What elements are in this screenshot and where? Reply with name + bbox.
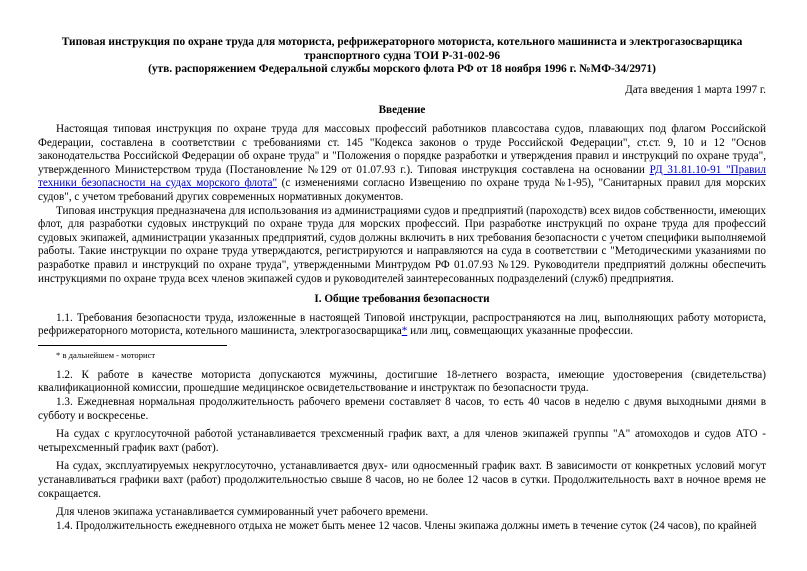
section-1-heading: I. Общие требования безопасности	[314, 293, 490, 306]
clause-1-1-text-b: или лиц, совмещающих указанные профессии.	[407, 325, 634, 338]
effective-date: Дата введения 1 марта 1997 г.	[625, 83, 766, 96]
intro-p1-text-b: (с изменениями согласно Извещению по охране труда №1-95), "Санитарных правил для морских судов", с учетом требований других современных нормативных документов.	[38, 177, 766, 203]
footnote-divider	[38, 345, 227, 346]
clause-1-3-paragraph-3: На судах, эксплуатируемых некруглосуточно, устанавливается двух- или односменный график вахт. В зависимости от конкретных условий могут устанавливаться графики вахт (работ) продолжительностью свыше 8 часов, но не более 12 часов в сутки. Продолжительность вахт в ночное время не сокращается.	[38, 460, 766, 500]
intro-paragraph-1	[38, 123, 766, 205]
clause-1-3-paragraph-2: На судах с круглосуточной работой устанавливается трехсменный график вахт, а для членов экипажей группы "А" атомоходов и судов АТО - четырехсменный график вахт (работ).	[38, 428, 766, 454]
title-line-1: Типовая инструкция по охране труда для моториста, рефрижераторного моториста, котельного машиниста и электрогазосварщика	[61, 36, 743, 48]
clause-1-1-text-a: 1.1. Требования безопасности труда, изложенные в настоящей Типовой инструкции, распространяются на лиц, выполняющих работу моториста, рефрижераторного моториста, котельного машиниста, электрогазосварщика	[38, 311, 766, 338]
clause-1-4: 1.4. Продолжительность ежедневного отдыха не может быть менее 12 часов. Члены экипажа должны иметь в течение суток (24 часов), по крайней	[56, 519, 757, 532]
clause-1-3: 1.3. Ежедневная нормальная продолжительность рабочего времени составляет 8 часов, то есть 40 часов в неделю с двумя выходными днями в субботу и воскресенье.	[38, 396, 766, 422]
clause-1-3-paragraph-4: Для членов экипажа устанавливается суммированный учет рабочего времени.	[56, 506, 429, 519]
title-line-3: (утв. распоряжением Федеральной службы морского флота РФ от 18 ноября 1996 г. №МФ-34/2971)	[148, 63, 656, 76]
clause-1-2: 1.2. К работе в качестве моториста допускаются мужчины, достигшие 18-летнего возраста, имеющие удостоверения (свидетельства) квалификационной комиссии, прошедшие медицинское освидетельствование и инструктаж по безопасности труда.	[38, 368, 766, 395]
intro-heading: Введение	[378, 104, 426, 117]
document-title	[38, 36, 766, 77]
intro-p1-text-a: Настоящая типовая инструкция по охране труда для массовых профессий работников плавсостава судов, плавающих под флагом Российской Федерации, составлена в соответствии с требованиями ст. 145 "Кодекса законов о труде Российской Федерации", ст.ст. 9, 10 и 12 "Основ законодательства Российской Федерации об охране труда" и "Положения о порядке разработки и утверждения правил и инструкций по охране труда", утвержденного Министерством труда (Постановление №129 от 01.07.93 г.). Типовая инструкция составлена на основании	[38, 122, 766, 176]
clause-1-1	[38, 312, 766, 339]
title-line-2: транспортного судна ТОИ Р-31-002-96	[303, 49, 501, 62]
intro-paragraph-2: Типовая инструкция предназначена для использования из администрациями судов и предприятий (пароходств) всех видов собственности, имеющих флот, для разработки судовых инструкций по охране труда для морских профессий. При разработке инструкций по охране труда для профессий судовых экипажей, администрации указанных предприятий, судов должны включить в них требования безопасности с учетом специфики выполняемой работы. Такие инструкции по охране труда утверждаются, регистрируются и направляются на суда в соответствии с "Методическими указаниями по разработке правил и инструкций по охране труда", утвержденными Минтрудом РФ 01.07.93 №129. Руководители предприятий должны обеспечить инструкциями по охране труда всех членов экипажей судов и руководителей заинтересованных подразделений (служб) предприятия.	[38, 204, 766, 285]
rd-31-81-10-91-link[interactable]: РД 31.81.10-91 "Правил техники безопасности на судах морского флота"	[38, 163, 767, 190]
footnote: * в дальнейшем - моторист	[56, 349, 156, 360]
footnote-link[interactable]: *	[401, 325, 408, 338]
